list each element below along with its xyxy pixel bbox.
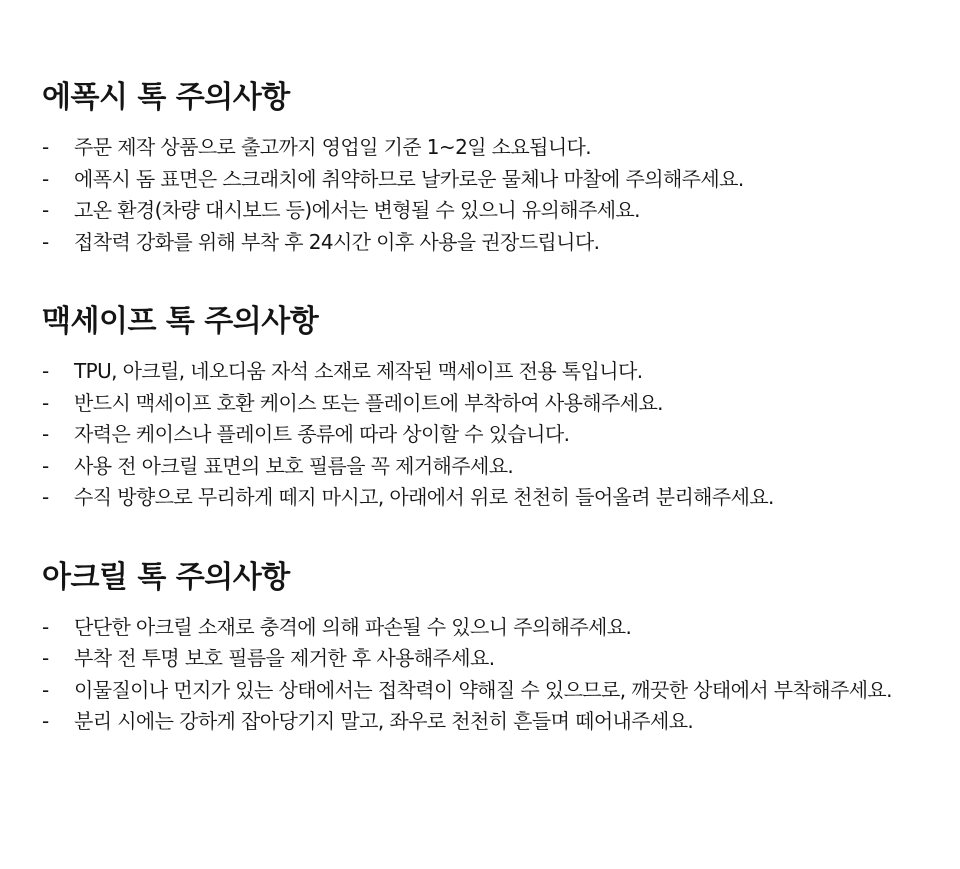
list-item: [42, 706, 920, 738]
list-item: [42, 164, 920, 196]
list-item-text: 부착 전 투명 보호 필름을 제거한 후 사용해주세요.: [74, 646, 495, 670]
list-item-text: 접착력 강화를 위해 부착 후 24시간 이후 사용을 권장드립니다.: [74, 229, 600, 254]
list-item-text: 분리 시에는 강하게 잡아당기지 말고, 좌우로 천천히 흔들며 떼어내주세요.: [74, 709, 694, 733]
section-title: 에폭시 톡 주의사항: [42, 80, 290, 115]
dash-bullet: -: [42, 135, 49, 159]
dash-bullet: -: [42, 229, 49, 254]
dash-bullet: -: [42, 646, 49, 670]
dash-bullet: -: [42, 198, 49, 222]
magsafe-tok-section: [42, 302, 920, 514]
list-item-text: 이물질이나 먼지가 있는 상태에서는 접착력이 약해질 수 있으므로, 깨끗한 상태에서 부착해주세요.: [74, 677, 892, 702]
dash-bullet: -: [42, 166, 49, 191]
dash-bullet: -: [42, 709, 49, 733]
list-item: [42, 451, 920, 483]
list-item-text: 주문 제작 상품으로 출고까지 영업일 기준 1~2일 소요됩니다.: [74, 135, 592, 159]
epoxy-tok-section: [42, 78, 920, 258]
dash-bullet: -: [42, 453, 49, 478]
list-item: [42, 388, 920, 420]
dash-bullet: -: [42, 422, 49, 446]
list-item: [42, 643, 920, 675]
list-item-text: 단단한 아크릴 소재로 충격에 의해 파손될 수 있으니 주의해주세요.: [74, 614, 632, 639]
list-item-text: TPU, 아크릴, 네오디움 자석 소재로 제작된 맥세이프 전용 톡입니다.: [74, 359, 643, 383]
dash-bullet: -: [42, 359, 49, 383]
list-item-text: 고온 환경(차량 대시보드 등)에서는 변형될 수 있으니 유의해주세요.: [74, 198, 640, 222]
list-item-text: 자력은 케이스나 플레이트 종류에 따라 상이할 수 있습니다.: [74, 422, 570, 446]
list-item-text: 반드시 맥세이프 호환 케이스 또는 플레이트에 부착하여 사용해주세요.: [74, 390, 663, 415]
notes-list: [42, 132, 920, 258]
section-title: 맥세이프 톡 주의사항: [42, 304, 319, 339]
list-item: [42, 612, 920, 644]
list-item: [42, 195, 920, 227]
list-item-text: 에폭시 돔 표면은 스크래치에 취약하므로 날카로운 물체나 마찰에 주의해주세요.: [74, 166, 744, 191]
list-item: [42, 227, 920, 259]
notes-list: [42, 612, 920, 738]
acrylic-tok-section: [42, 558, 920, 738]
list-item-text: 사용 전 아크릴 표면의 보호 필름을 꼭 제거해주세요.: [74, 453, 514, 478]
list-item: [42, 356, 920, 388]
list-item-text: 수직 방향으로 무리하게 떼지 마시고, 아래에서 위로 천천히 들어올려 분리해주세요.: [74, 485, 774, 509]
list-item: [42, 419, 920, 451]
dash-bullet: -: [42, 390, 49, 415]
notes-list: [42, 356, 920, 514]
list-item: [42, 482, 920, 514]
list-item: [42, 132, 920, 164]
dash-bullet: -: [42, 614, 49, 639]
dash-bullet: -: [42, 485, 49, 509]
section-title: 아크릴 톡 주의사항: [42, 559, 290, 595]
list-item: [42, 675, 920, 707]
dash-bullet: -: [42, 677, 49, 702]
